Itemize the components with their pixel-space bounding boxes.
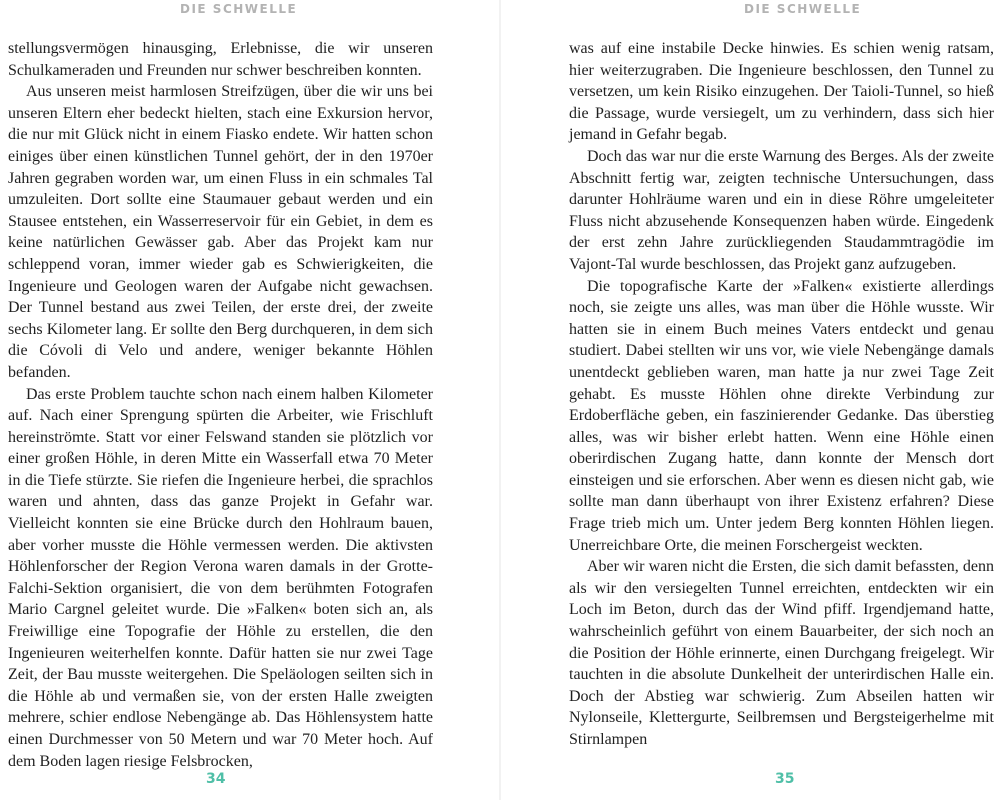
paragraph: Das erste Problem tauchte schon nach einem halben Kilometer auf. Nach einer Sprengung spürten die Arbeiter, wie Frischluft hereinströmte. Statt vor einer Felswand standen sie plötzlich vor einer großen Höhle, in deren Mitte ein Wasserfall etwa 70 Meter in die Tiefe stürzte. Sie riefen die Ingenieure herbei, die sprachlos waren und ahnten, dass das ganze Projekt in Gefahr war. Vielleicht konnten sie eine Brücke durch den Hohlraum bauen, aber vorher musste die Höhle vermessen werden. Die aktivsten Höhlenforscher der Region Verona waren damals in der Grotte-Falchi-Sektion organisiert, die von dem berühmten Fotografen Mario Cargnel geleitet wurde. Die »Falken« boten sich an, als Freiwillige eine Topografie der Höhle zu erstellen, die den Ingenieuren weiterhelfen konnte. Dafür hatten sie nur zwei Tage Zeit, der Bau musste weitergehen. Die Speläologen seilten sich in die Höhle ab und vermaßen sie, von der ersten Halle zweigten mehrere, schier endlose Nebengänge ab. Das Höhlensystem hatte einen Durchmesser von 50 Metern und war 70 Meter hoch. Auf dem Boden lagen riesige Felsbrocken,	[8, 385, 433, 770]
paragraph: was auf eine instabile Decke hinwies. Es schien wenig ratsam, hier weiterzugraben. Die Ingenieure beschlossen, den Tunnel zu versetzen, um kein Risiko einzugehen. Der Taioli-Tunnel, so hieß die Passage, wurde versiegelt, um zu verhindern, dass sich hier jemand in Gefahr begab.	[569, 40, 994, 144]
paragraph: Doch das war nur die erste Warnung des Berges. Als der zweite Abschnitt fertig war, zeigten technische Untersuchungen, dass darunter Hohlräume waren und ein in diese Röhre umgeleiteter Fluss nicht abzusehende Konsequenzen haben würde. Eingedenk der erst zehn Jahre zurückliegenden Staudammtragödie im Vajont-Tal wurde beschlossen, das Projekt ganz aufzugeben.	[569, 147, 994, 273]
paragraph: Aber wir waren nicht die Ersten, die sich damit befassten, denn als wir den versiegelten Tunnel erreichten, entdeckten wir ein Loch im Beton, durch das der Wind pfiff. Irgendjemand hatte, wahrscheinlich geführt von einem Bauarbeiter, der sich noch an die Position der Höhle erinnerte, einen Durchgang freigelegt. Wir tauchten in die absolute Dunkelheit der unterirdischen Halle ein. Doch der Abstieg war schwierig. Zum Abseilen hatten wir Nylonseile, Klettergurte, Seilbremsen und Bergsteigerhelme mit Stirnlampen	[569, 558, 994, 748]
page-number-right: 35	[775, 771, 795, 787]
right-page	[500, 0, 1000, 800]
running-head-right: DIE SCHWELLE	[744, 2, 862, 16]
paragraph: Aus unseren meist harmlosen Streifzügen, über die wir uns bei unseren Eltern eher bedeckt hielten, stach eine Exkursion hervor, die nur mit Glück nicht in einem Fiasko endete. Wir hatten schon einiges über einen künstlichen Tunnel gehört, der in den 1970er Jahren gegraben worden war, um einen Fluss in ein schmales Tal umzuleiten. Dort sollte eine Staumauer gebaut werden und ein Stausee entstehen, ein Wasserreservoir für ein Gebiet, in dem es keine natürlichen Gewässer gab. Aber das Projekt kam nur schleppend voran, immer wieder gab es Schwierigkeiten, die Ingenieure und Geologen waren der Aufgabe nicht gewachsen. Der Tunnel bestand aus zwei Teilen, der erste drei, der zweite sechs Kilometer lang. Er sollte den Berg durchqueren, in dem sich die Cóvoli di Velo und andere, weniger bekannte Höhlen befanden.	[8, 83, 433, 381]
running-head-left: DIE SCHWELLE	[180, 2, 298, 16]
page-number-left: 34	[206, 771, 226, 787]
right-page-body	[569, 38, 994, 751]
left-page-body	[8, 38, 433, 772]
paragraph: Die topografische Karte der »Falken« existierte allerdings noch, sie zeigte uns alles, was man über die Höhle wusste. Wir hatten sie in einem Buch meines Vaters entdeckt und genau studiert. Dabei stellten wir uns vor, wie viele Nebengänge damals unentdeckt geblieben waren, man hatte ja nur zwei Tage Zeit gehabt. Es musste Höhlen ohne direkte Verbindung zur Erdoberfläche geben, ein faszinierender Gedanke. Das überstieg alles, was wir bisher erlebt hatten. Wenn eine Höhle einen oberirdischen Zugang hatte, dann konnte der Mensch dort einsteigen und sie erforschen. Aber wenn es diesen nicht gab, wie sollte man dann überhaupt von ihrer Existenz erfahren? Diese Frage trieb mich um. Unter jedem Berg konnten Höhlen liegen. Unerreichbare Orte, die meinen Forschergeist weckten.	[569, 277, 994, 554]
paragraph: stellungsvermögen hinausging, Erlebnisse, die wir unseren Schulkameraden und Freunden nur schwer beschreiben konnten.	[8, 40, 433, 79]
